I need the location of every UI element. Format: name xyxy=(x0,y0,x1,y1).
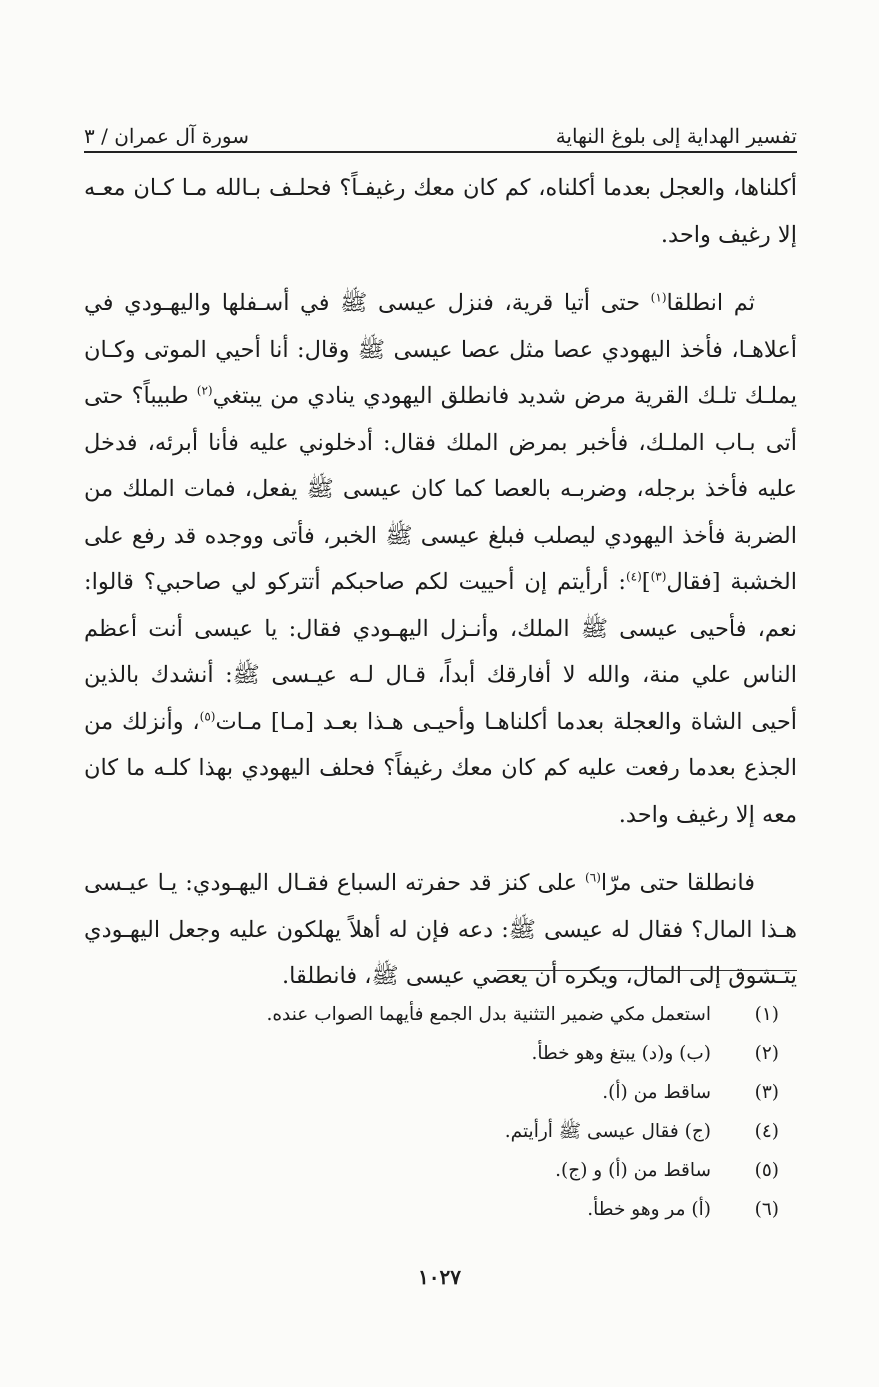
footnote-item xyxy=(84,995,779,1034)
paragraph-2-part-d: ] xyxy=(641,569,651,595)
footnote-text: استعمل مكي ضمير التثنية بدل الجمع فأيهما الصواب عنده. xyxy=(266,1004,711,1025)
header-divider xyxy=(84,151,797,153)
footnote-ref-5[interactable]: (٥) xyxy=(199,709,216,723)
footnote-divider xyxy=(497,970,797,971)
footnote-ref-4[interactable]: (٤) xyxy=(625,569,642,584)
paragraph-2 xyxy=(84,280,797,838)
running-header xyxy=(84,108,797,154)
paragraph-2-part-a: ثم انطلقا xyxy=(666,290,755,316)
paragraph-2-part-b: حتى أتيا قرية، فنزل عيسى ﷺ في أسـفلها واليهـودي في أعلاهـا، فأخذ اليهودي عصا مثل عصا عيسى ﷺ وقال: أنا أحيي الموتى وكـان يملـك تلـك القرية مرض شديد فانطلق اليهودي ينادي من يبتغي xyxy=(84,290,797,409)
footnote-text: ساقط من (أ) و (ج). xyxy=(555,1160,711,1181)
footnote-number: (٥) xyxy=(754,1160,779,1181)
paragraph-3-part-b: على كنز قد حفرته السباع فقـال اليهـودي: يـا عيـسى هـذا المال؟ فقال له عيسى ﷺ: دعه فإن له أهلاً يهلكون عليه وجعل اليهـودي يتـشوق إلى المال، ويكره أن يعصي عيسى ﷺ، فانطلقا. xyxy=(84,870,797,989)
footnote-number: (٦) xyxy=(754,1199,779,1220)
footnote-item xyxy=(84,1034,779,1073)
footnote-ref-3[interactable]: (٣) xyxy=(650,569,667,584)
footnotes xyxy=(84,995,779,1229)
footnote-ref-6[interactable]: (٦) xyxy=(585,870,601,885)
paragraph-2-part-f: ، وأنزلك من الجذع بعدما رفعت عليه كم كان معك رغيفاً؟ فحلف اليهودي بهذا كلـه ما كان معه إلا رغيف واحد. xyxy=(84,708,797,828)
paragraph-2-part-c: طبيباً؟ حتى أتى بـاب الملـك، فأخبر بمرض الملك فقال: أدخلوني عليه فأنا أبرئه، فدخل عليه فأخذ برجله، وضربـه بالعصا كما كان عيسى ﷺ يفعل، فمات الملك من الضربة فأخذ اليهودي ليصلب فبلغ عيسى ﷺ الخبر، فأتى ووجده قد رفع على الخشبة [فقال xyxy=(84,383,797,595)
footnote-text: (أ) مر وهو خطأ. xyxy=(587,1199,711,1220)
footnote-number: (٢) xyxy=(754,1043,779,1064)
paragraph-3 xyxy=(84,860,797,1000)
page-number: ١٠٢٧ xyxy=(418,1265,461,1289)
footnote-number: (٣) xyxy=(754,1082,779,1103)
footnote-number: (٤) xyxy=(754,1121,779,1142)
footnote-ref-1[interactable]: (١) xyxy=(650,290,667,305)
paragraph-1: أكلناها، والعجل بعدما أكلناه، كم كان معك رغيفـاً؟ فحلـف بـالله مـا كـان معـه إلا رغيف واحد. xyxy=(84,175,797,248)
paragraph-2-part-e: : أرأيتم إن أحييت لكم صاحبكم أتتركو لي صاحبي؟ قالوا: نعم، فأحيى عيسى ﷺ الملك، وأنـزل اليهـودي فقال: يا عيسى أنت أعظم الناس علي منة، والله لا أفارقك أبداً، قـال لـه عيـسى ﷺ: أنشدك بالذين أحيى الشاة والعجلة بعدما أكلناهـا وأحيـى هـذا بعـد [مـا] مـات xyxy=(84,569,797,735)
main-text xyxy=(84,165,797,1000)
surah-label: سورة آل عمران / ٣ xyxy=(84,124,250,148)
paragraph-3-part-a: فانطلقا حتى مرّا xyxy=(600,870,755,896)
footnote-number: (١) xyxy=(754,1004,779,1025)
footnote-item xyxy=(84,1112,779,1151)
footnote-item xyxy=(84,1190,779,1229)
footnote-item xyxy=(84,1073,779,1112)
footnote-item xyxy=(84,1151,779,1190)
footnote-text: (ب) و(د) يبتغ وهو خطأ. xyxy=(531,1043,711,1064)
footnote-text: ساقط من (أ). xyxy=(602,1082,711,1103)
book-title: تفسير الهداية إلى بلوغ النهاية xyxy=(555,124,797,148)
footnote-ref-2[interactable]: (٢) xyxy=(196,383,213,398)
footnote-text: (ج) فقال عيسى ﷺ أرأيتم. xyxy=(504,1121,711,1142)
